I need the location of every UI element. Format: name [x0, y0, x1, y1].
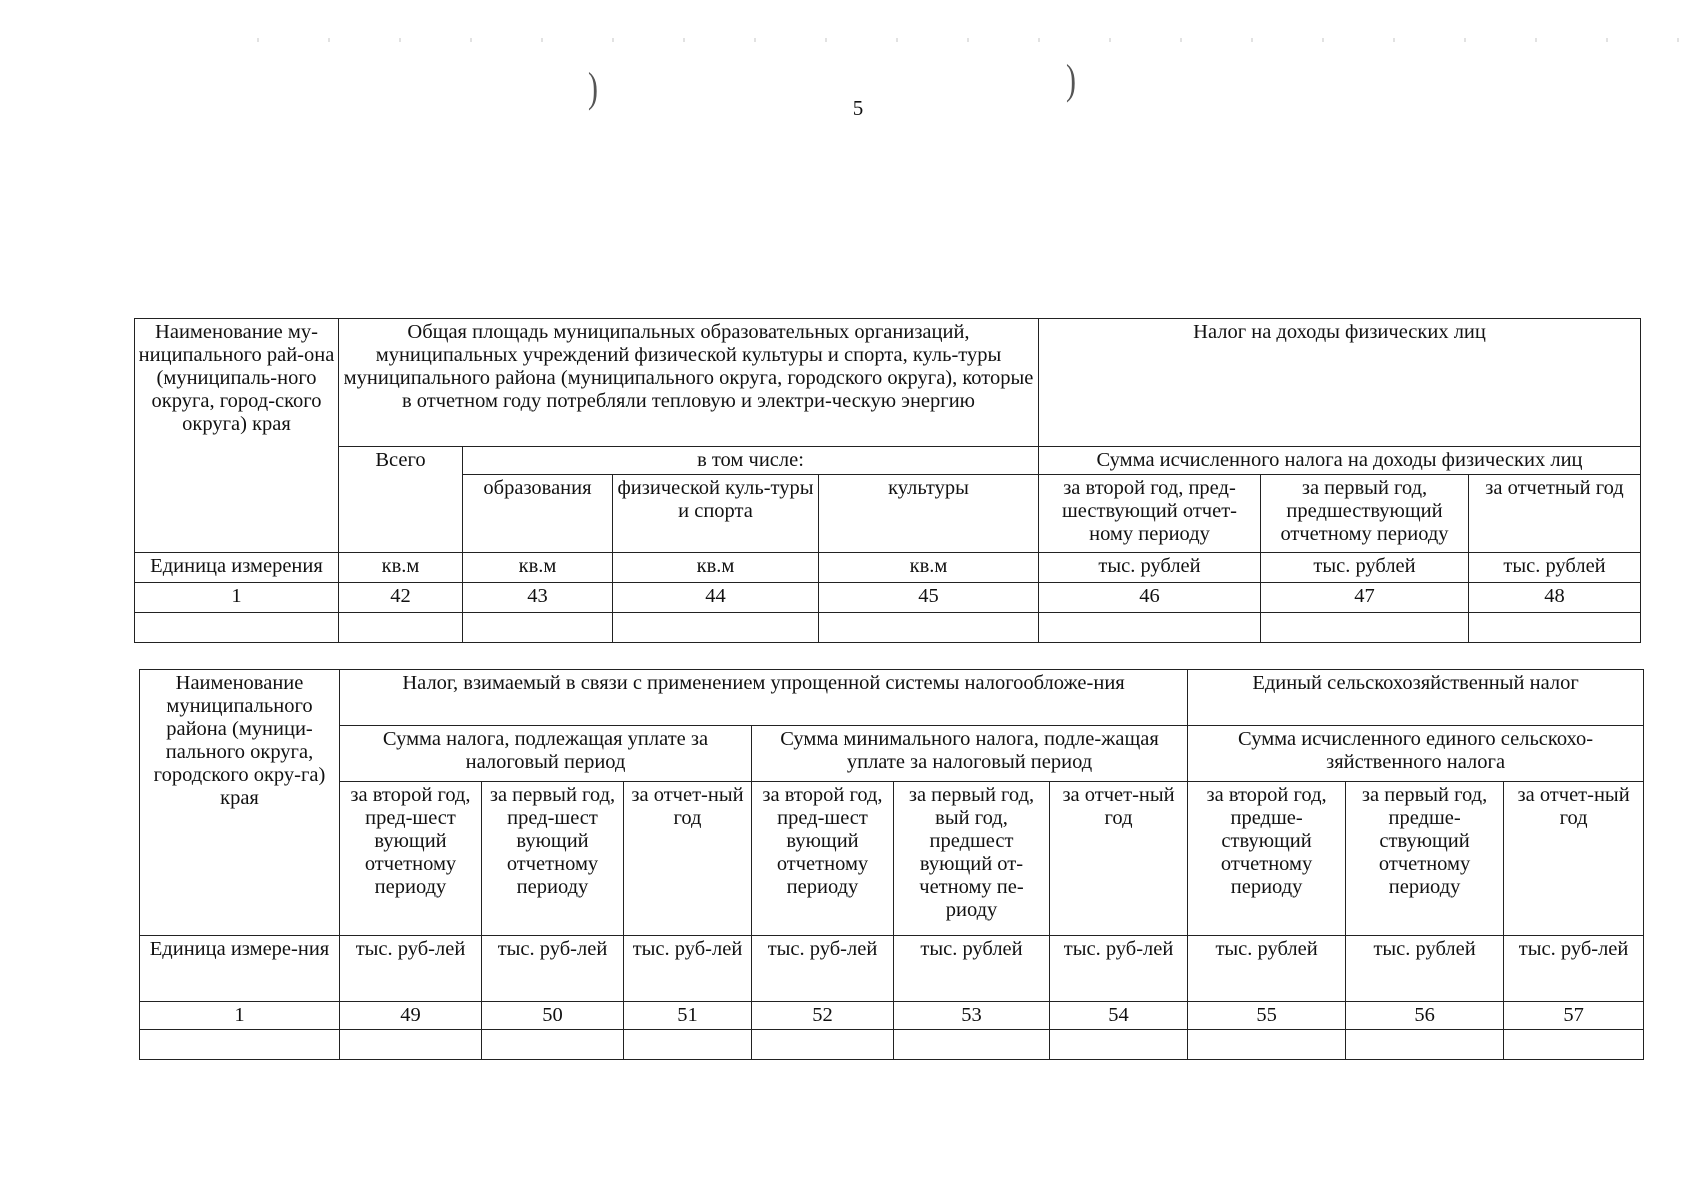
column-number: 51 — [624, 1002, 752, 1030]
area-header: Общая площадь муниципальных образовательных организаций, муниципальных учреждений физической культуры и спорта, куль-туры муниципального района (муниципального округа, городского округа), которые в отчетном году потребляли тепловую и электри-ческую энергию — [339, 319, 1039, 447]
column-number: 46 — [1039, 582, 1261, 612]
empty-cell[interactable] — [1188, 1030, 1346, 1060]
column-number: 48 — [1469, 582, 1641, 612]
empty-cell[interactable] — [340, 1030, 482, 1060]
column-number: 43 — [463, 582, 613, 612]
unit-cell: тыс. рублей — [1346, 936, 1504, 1002]
unit-cell: тыс. рублей — [1261, 552, 1469, 582]
empty-cell[interactable] — [339, 612, 463, 642]
unit-cell: тыс. руб-лей — [752, 936, 894, 1002]
column-number-row — [135, 582, 1641, 612]
period-header: за второй год, пред-шест вующий отчетному периоду — [752, 782, 894, 936]
column-number: 53 — [894, 1002, 1050, 1030]
column-number: 52 — [752, 1002, 894, 1030]
area-including-header: в том числе: — [463, 447, 1039, 475]
unit-label: Единица измере-ния — [140, 936, 340, 1002]
period-header: за первый год, вый год, предшест вующий от-четному пе-риоду — [894, 782, 1050, 936]
page-number: 5 — [852, 96, 864, 120]
empty-cell[interactable] — [1469, 612, 1641, 642]
area-sport-header: физической куль-туры и спорта — [613, 474, 819, 552]
unit-cell: тыс. рублей — [1039, 552, 1261, 582]
column-number: 1 — [135, 582, 339, 612]
empty-cell[interactable] — [135, 612, 339, 642]
unit-cell: тыс. руб-лей — [340, 936, 482, 1002]
ndfl-sum-header: Сумма исчисленного налога на доходы физических лиц — [1039, 447, 1641, 475]
usn-min-header: Сумма минимального налога, подле-жащая уплате за налоговый период — [752, 726, 1188, 782]
empty-cell[interactable] — [624, 1030, 752, 1060]
period-header: за первый год, пред-шест вующий отчетному периоду — [482, 782, 624, 936]
unit-cell: тыс. рублей — [1469, 552, 1641, 582]
column-number: 45 — [819, 582, 1039, 612]
unit-cell: тыс. руб-лей — [1050, 936, 1188, 1002]
empty-cell[interactable] — [894, 1030, 1050, 1060]
column-number: 54 — [1050, 1002, 1188, 1030]
empty-cell[interactable] — [1346, 1030, 1504, 1060]
unit-row — [135, 552, 1641, 582]
table-area-ndfl — [134, 318, 1641, 643]
empty-cell[interactable] — [752, 1030, 894, 1060]
empty-data-row — [135, 612, 1641, 642]
scan-mark-right: ) — [1066, 57, 1076, 104]
scan-noise — [220, 38, 1680, 42]
column-number: 56 — [1346, 1002, 1504, 1030]
column-number: 50 — [482, 1002, 624, 1030]
unit-cell: тыс. руб-лей — [1504, 936, 1644, 1002]
column-number-row — [140, 1002, 1644, 1030]
scan-mark-left: ) — [588, 65, 598, 112]
eshn-header: Единый сельскохозяйственный налог — [1188, 670, 1644, 726]
column-number: 44 — [613, 582, 819, 612]
area-education-header: образования — [463, 474, 613, 552]
area-total-header: Всего — [339, 447, 463, 553]
empty-data-row — [140, 1030, 1644, 1060]
period-header: за первый год, предше-ствующий отчетному периоду — [1346, 782, 1504, 936]
unit-row — [140, 936, 1644, 1002]
column-number: 57 — [1504, 1002, 1644, 1030]
empty-cell[interactable] — [1039, 612, 1261, 642]
municipality-name-header: Наименование му-ниципального рай-она (муниципаль-ного округа, город-ского округа) края — [135, 319, 339, 553]
municipality-name-header: Наименование муниципального района (муници-пального округа, городского окру-га) края — [140, 670, 340, 936]
unit-cell: тыс. рублей — [894, 936, 1050, 1002]
ndfl-header: Налог на доходы физических лиц — [1039, 319, 1641, 447]
period-header: за второй год, предше-ствующий отчетному периоду — [1188, 782, 1346, 936]
ndfl-first-year-header: за первый год, предшествующий отчетному периоду — [1261, 474, 1469, 552]
usn-header: Налог, взимаемый в связи с применением упрощенной системы налогообложе-ния — [340, 670, 1188, 726]
unit-cell: кв.м — [819, 552, 1039, 582]
empty-cell[interactable] — [1504, 1030, 1644, 1060]
empty-cell[interactable] — [140, 1030, 340, 1060]
empty-cell[interactable] — [482, 1030, 624, 1060]
period-header: за отчет-ный год — [1050, 782, 1188, 936]
empty-cell[interactable] — [1261, 612, 1469, 642]
unit-cell: тыс. рублей — [1188, 936, 1346, 1002]
column-number: 42 — [339, 582, 463, 612]
unit-cell: тыс. руб-лей — [624, 936, 752, 1002]
column-number: 49 — [340, 1002, 482, 1030]
empty-cell[interactable] — [819, 612, 1039, 642]
unit-cell: кв.м — [613, 552, 819, 582]
column-number: 55 — [1188, 1002, 1346, 1030]
empty-cell[interactable] — [1050, 1030, 1188, 1060]
unit-cell: кв.м — [339, 552, 463, 582]
ndfl-reporting-year-header: за отчетный год — [1469, 474, 1641, 552]
unit-cell: кв.м — [463, 552, 613, 582]
unit-label: Единица измерения — [135, 552, 339, 582]
column-number: 1 — [140, 1002, 340, 1030]
usn-sum-header: Сумма налога, подлежащая уплате за налоговый период — [340, 726, 752, 782]
area-culture-header: культуры — [819, 474, 1039, 552]
period-header: за отчет-ный год — [1504, 782, 1644, 936]
ndfl-second-year-header: за второй год, пред-шествующий отчет-ному периоду — [1039, 474, 1261, 552]
eshn-sum-header: Сумма исчисленного единого сельскохо-зяйственного налога — [1188, 726, 1644, 782]
table-usn-eshn — [139, 669, 1644, 1060]
empty-cell[interactable] — [613, 612, 819, 642]
unit-cell: тыс. руб-лей — [482, 936, 624, 1002]
empty-cell[interactable] — [463, 612, 613, 642]
period-header: за второй год, пред-шест вующий отчетному периоду — [340, 782, 482, 936]
period-header: за отчет-ный год — [624, 782, 752, 936]
column-number: 47 — [1261, 582, 1469, 612]
